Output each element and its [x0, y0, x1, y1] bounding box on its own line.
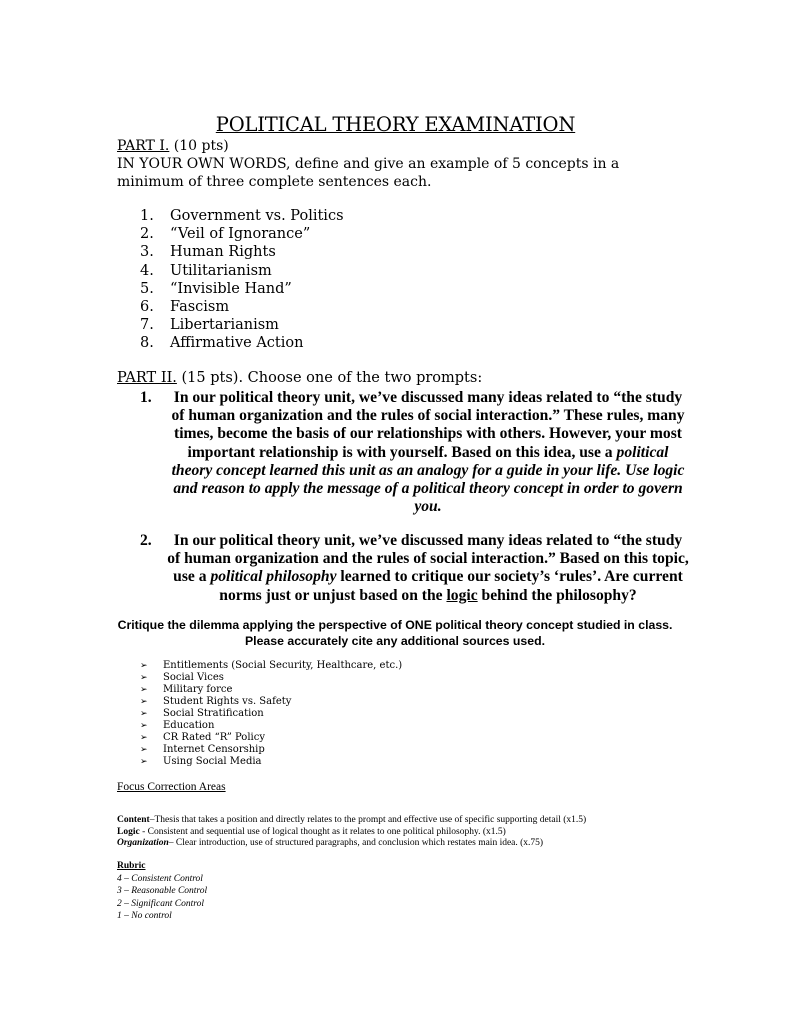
- concept-item: [140, 243, 344, 261]
- prompt-text-italic: political philosophy: [210, 568, 337, 586]
- topic-item: [140, 660, 402, 672]
- concept-number: 5.: [140, 280, 154, 297]
- critique-instructions: [100, 617, 690, 649]
- topic-text: Education: [163, 720, 215, 731]
- concept-item: [140, 280, 344, 298]
- focus-text: –Thesis that takes a position and directly relates to the prompt and effective use of specific supporting detail (x1.5): [149, 815, 587, 825]
- concept-number: 3.: [140, 244, 154, 261]
- arrow-bullet-icon: ➢: [140, 757, 148, 767]
- concept-item: [140, 207, 344, 225]
- rubric-level: 2 – Significant Control: [117, 898, 204, 909]
- arrow-bullet-icon: ➢: [140, 673, 148, 683]
- critique-line: Critique the dilemma applying the perspective of ONE political theory concept studied in class.: [117, 618, 673, 632]
- prompt-text-plain: In our political theory unit, we’ve discussed many ideas related to “the study of human organization and the rules of social interaction.” These rules, many times, become the basis of our relationships with others. However, your most important relationship is with yourself. Based on this idea, use a: [171, 389, 685, 461]
- concept-number: 2.: [140, 226, 154, 243]
- focus-label: Content: [117, 815, 150, 825]
- concept-item: [140, 262, 344, 280]
- concept-item: [140, 334, 344, 352]
- topic-text: Social Vices: [163, 672, 224, 683]
- topic-item: [140, 684, 402, 696]
- concept-item: [140, 316, 344, 334]
- prompt-text-underlined: logic: [446, 586, 478, 604]
- focus-text: – Clear introduction, use of structured paragraphs, and conclusion which restates main idea. (x.75): [168, 838, 544, 848]
- topic-item: [140, 756, 402, 768]
- focus-label: Logic: [117, 826, 140, 837]
- concept-text: Fascism: [170, 298, 230, 315]
- part2-label: PART II.: [117, 370, 177, 386]
- topic-list: [140, 660, 402, 768]
- focus-label: Organization: [117, 838, 169, 848]
- prompt-text-plain: behind the philosophy?: [477, 586, 637, 604]
- topic-item: [140, 696, 402, 708]
- topic-item: [140, 732, 402, 744]
- rubric: [117, 860, 207, 923]
- topic-item: [140, 708, 402, 720]
- prompt-text-plain: In our political theory unit, we’ve discussed many ideas related to “the study of human organization and the rules of social interaction.” Based on this topic, use a: [167, 532, 689, 586]
- arrow-bullet-icon: ➢: [140, 661, 148, 671]
- rubric-level: 4 – Consistent Control: [117, 873, 203, 884]
- focus-criteria: [117, 815, 586, 850]
- topic-text: Entitlements (Social Security, Healthcare, etc.): [163, 660, 403, 671]
- topic-item: [140, 744, 402, 756]
- rubric-level: 3 – Reasonable Control: [117, 886, 208, 896]
- concept-item: [140, 298, 344, 316]
- concept-number: 7.: [140, 317, 154, 334]
- topic-text: CR Rated “R” Policy: [163, 732, 265, 743]
- concept-text: Government vs. Politics: [170, 208, 344, 224]
- concept-text: “Veil of Ignorance”: [170, 226, 311, 243]
- arrow-bullet-icon: ➢: [140, 721, 148, 731]
- prompt-text: [166, 389, 690, 516]
- part1-heading: [117, 137, 677, 156]
- topic-text: Using Social Media: [163, 756, 262, 767]
- concept-number: 4.: [140, 262, 154, 279]
- concept-text: Utilitarianism: [170, 262, 272, 279]
- focus-organization-line: [117, 838, 586, 850]
- concept-number: 1.: [140, 208, 154, 224]
- concept-text: “Invisible Hand”: [170, 280, 292, 297]
- focus-text: - Consistent and sequential use of logical thought as it relates to one political philosophy. (x1.5): [139, 826, 506, 837]
- prompt-text: [166, 532, 690, 605]
- arrow-bullet-icon: ➢: [140, 709, 148, 719]
- focus-logic-line: [117, 827, 586, 839]
- concept-text: Human Rights: [170, 244, 276, 261]
- part1-points: (10 pts): [169, 138, 229, 154]
- arrow-bullet-icon: ➢: [140, 733, 148, 743]
- concept-text: Affirmative Action: [170, 335, 304, 352]
- prompt-text-italic: political theory concept learned this unit as an analogy for a guide in your life. Use logic and reason to apply the message of a political theory concept in order to govern you.: [171, 443, 685, 516]
- concept-number: 8.: [140, 335, 154, 352]
- prompt-1: [140, 389, 690, 516]
- rubric-level: 1 – No control: [117, 911, 172, 921]
- arrow-bullet-icon: ➢: [140, 745, 148, 755]
- topic-text: Social Stratification: [163, 708, 264, 719]
- concept-item: [140, 225, 344, 243]
- part1-instructions: IN YOUR OWN WORDS, define and give an example of 5 concepts in a minimum of three complete sentences each.: [117, 156, 620, 190]
- arrow-bullet-icon: ➢: [140, 685, 148, 695]
- page-title: POLITICAL THEORY EXAMINATION: [215, 113, 576, 136]
- part2-heading: [117, 369, 482, 388]
- part2-instructions: (15 pts). Choose one of the two prompts:: [176, 370, 483, 386]
- arrow-bullet-icon: ➢: [140, 697, 148, 707]
- prompt-2: [140, 532, 690, 605]
- concept-text: Libertarianism: [170, 317, 279, 334]
- prompt-number: 2.: [140, 532, 152, 549]
- topic-item: [140, 672, 402, 684]
- topic-item: [140, 720, 402, 732]
- prompt-number: 1.: [140, 389, 152, 406]
- part1-label: PART I.: [117, 138, 170, 154]
- focus-heading: Focus Correction Areas: [117, 781, 226, 793]
- topic-text: Military force: [163, 684, 233, 695]
- prompt-text-plain: learned to critique our society’s ‘rules’. Are current norms just or unjust based on the: [219, 568, 683, 604]
- concept-number: 6.: [140, 298, 154, 315]
- concept-list: [140, 207, 344, 353]
- rubric-heading: Rubric: [117, 861, 146, 871]
- critique-line: Please accurately cite any additional sources used.: [244, 634, 546, 648]
- topic-text: Internet Censorship: [163, 744, 265, 755]
- topic-text: Student Rights vs. Safety: [163, 696, 292, 707]
- focus-content-line: [117, 815, 586, 827]
